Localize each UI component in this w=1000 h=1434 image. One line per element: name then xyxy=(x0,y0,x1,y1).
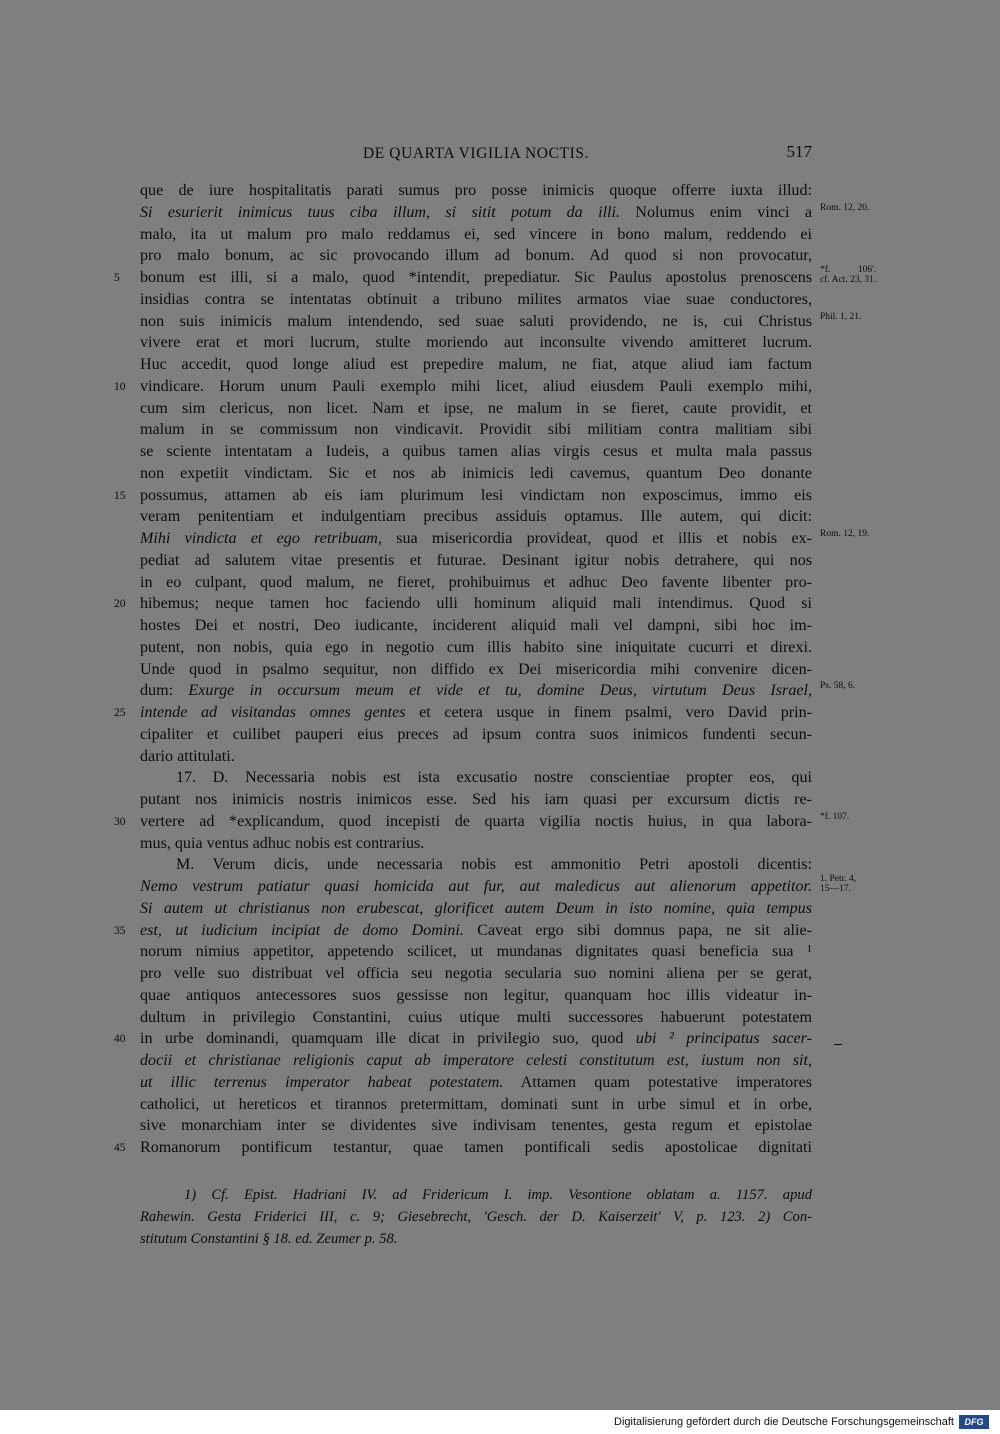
text-segment: putant nos inimicis nostris inimicos esse. Sed his iam quasi per excursum dictis re- xyxy=(140,791,812,808)
text-line xyxy=(140,311,862,333)
text-line xyxy=(140,398,812,420)
text-segment: in eo culpant, quod malum, ne fieret, prohibuimus et adhuc Deo favente libenter pro- xyxy=(140,573,812,591)
line-number: 45 xyxy=(114,1142,126,1154)
italic-text-segment: docii et christianae religionis caput ab imperatore celesti constitutum est, iustum non sit, xyxy=(140,1052,812,1069)
funding-credit-text: Digitalisierung gefördert durch die Deutsche Forschungsgemeinschaft xyxy=(614,1416,954,1428)
text-line xyxy=(140,550,812,572)
text-line xyxy=(140,874,857,898)
text-line xyxy=(140,1050,812,1072)
text-line xyxy=(140,180,812,202)
text-segment: mus, quia ventus adhuc nobis est contrarius. xyxy=(140,834,425,852)
italic-text-segment: Si esurierit inimicus tuus ciba illum, si sitit potum da illi. xyxy=(140,203,621,221)
text-segment: dario attitulati. xyxy=(140,747,235,765)
text-line xyxy=(140,528,870,550)
text-line xyxy=(140,289,812,311)
text-line xyxy=(114,1137,812,1159)
text-line xyxy=(114,920,812,942)
margin-reference-text: 15—17. xyxy=(820,884,851,894)
text-line xyxy=(140,224,812,246)
margin-reference-text: cf. Act. 23, 31. xyxy=(820,275,877,285)
page-number: 517 xyxy=(786,142,812,161)
italic-text-segment: Si autem ut christianus non erubescat, glorificet autem Deum in isto nomine, quia tempus xyxy=(140,899,812,917)
text-segment: cum sim clericus, non licet. Nam et ipse, ne malum in se fieret, caute providit, et xyxy=(140,399,812,417)
margin-reference-text: *f. 106'. xyxy=(820,265,877,275)
dfg-logo: DFG xyxy=(959,1415,989,1429)
line-number: 5 xyxy=(114,272,120,284)
text-line xyxy=(140,1115,812,1137)
text-segment: dum: xyxy=(140,682,189,700)
text-segment: Romanorum pontificum testantur, quae tamen pontificali sedis apostolicae dignitati xyxy=(140,1139,812,1156)
italic-text-segment: intende ad visitandas omnes gentes xyxy=(140,704,406,721)
margin-reference-text: *f. 107. xyxy=(820,811,850,822)
text-segment: insidias contra se intentatas obtinuit a tribuno milites armatos viae suae conductores, xyxy=(140,290,812,308)
text-segment: bonum est illi, si a malo, quod *intendit, prepediatur. Sic Paulus apostolus prenoscens xyxy=(140,269,812,286)
text-line xyxy=(140,898,812,920)
text-segment: non suis inimicis malum intendendo, sed suae saluti providendo, ne is, cui Christus xyxy=(140,312,812,330)
text-line xyxy=(140,854,812,876)
margin-reference xyxy=(820,203,869,213)
text-line xyxy=(140,1094,812,1116)
text-segment: quae antiquos antecessores suos gessisse non legitur, quanquam hoc illis videatur in- xyxy=(140,986,812,1004)
funding-credit-bar xyxy=(0,1410,1000,1434)
text-segment: sive monarchiam inter se dividentes sive indivisam tenentes, gesta regum et epistolae xyxy=(140,1117,812,1135)
text-line xyxy=(114,593,812,615)
italic-text-segment: ubi ² principatus sacer- xyxy=(635,1030,812,1048)
text-segment: Unde quod in psalmo sequitur, non diffido ex Dei misericordia mihi convenire dicen- xyxy=(140,660,812,678)
line-number: 25 xyxy=(114,707,126,719)
line-number: 40 xyxy=(114,1033,126,1046)
text-line xyxy=(140,1007,812,1029)
text-line xyxy=(140,941,812,963)
footnote-line: Rahewin. Gesta Friderici III, c. 9; Giesebrecht, 'Gesch. der D. Kaiserzeit' V, p. 123. 2) Con- xyxy=(140,1209,812,1225)
main-text-block xyxy=(114,180,877,1159)
margin-reference-text: Ps. 58, 6. xyxy=(820,681,856,692)
text-line xyxy=(140,789,812,811)
text-line xyxy=(140,572,812,594)
text-segment: et cetera usque in finem psalmi, vero David prin- xyxy=(405,704,812,721)
line-number: 30 xyxy=(114,815,126,828)
text-line xyxy=(114,376,812,398)
italic-text-segment: Mihi vindicta et ego retribuam, xyxy=(140,530,382,547)
text-segment: cipaliter et cuilibet pauperi eius preces ad ipsum contra suos inimicos fundenti secun- xyxy=(140,725,812,743)
text-line xyxy=(114,702,812,724)
text-line xyxy=(114,265,877,289)
text-line xyxy=(140,746,812,768)
text-line xyxy=(140,637,812,659)
line-number: 15 xyxy=(114,489,126,502)
text-segment: malum in se commissum non vindicavit. Providit sibi militiam contra malitiam sibi xyxy=(140,421,812,439)
text-segment: Caveat ergo sibi domnus papa, ne sit alie- xyxy=(463,921,812,939)
text-segment: que de iure hospitalitatis parati sumus pro posse inimicis quoque offerre iuxta illud: xyxy=(140,182,812,199)
text-segment: vivere erat et mori lucrum, stulte moriendo aut inconsulte vivendo amitteret lucrum. xyxy=(140,334,812,352)
text-segment: vertere ad *explicandum, quod incepisti de quarta vigilia noctis huius, in qua labora- xyxy=(140,812,812,830)
text-line xyxy=(140,1072,812,1094)
text-segment: pro velle suo distribuat vel officia seu negotia secularia suo nomini aliena per se gerat, xyxy=(140,965,812,982)
text-segment: se sciente intentatam a Iudeis, a quibus tamen alias virgis cesus et multa mala passus xyxy=(140,443,812,460)
line-number: 10 xyxy=(114,380,126,393)
margin-reference-text: 1. Petr. 4, xyxy=(820,874,857,884)
text-segment: M. Verum dicis, unde necessaria nobis est ammonitio Petri apostoli dicentis: xyxy=(176,856,812,874)
text-line xyxy=(140,441,812,463)
text-segment: Nolumus enim vinci a xyxy=(620,203,812,221)
text-line xyxy=(114,811,850,833)
text-line xyxy=(140,202,870,224)
margin-reference-text: Rom. 12, 19. xyxy=(820,529,870,539)
italic-text-segment: Nemo vestrum patiatur quasi homicida aut fur, aut maledicus aut alienorum appetitor. xyxy=(140,878,812,895)
text-line xyxy=(140,963,812,985)
text-line xyxy=(114,485,812,507)
text-segment: 17. D. Necessaria nobis est ista excusatio nostre conscientiae propter eos, qui xyxy=(176,769,812,787)
text-line xyxy=(140,332,812,354)
text-segment: putent, non nobis, quia ego in negotio cum illis habito sine iniquitate cucurri et direxi. xyxy=(140,638,812,656)
text-line xyxy=(140,419,812,441)
text-line xyxy=(140,680,856,702)
text-line xyxy=(140,833,812,855)
text-segment: vindicare. Horum unum Pauli exemplo mihi licet, aliud eiusdem Pauli exemplo mihi, xyxy=(140,377,812,395)
text-segment: catholici, ut hereticos et tirannos pretermittam, dominati sunt in urbe simul et in orbe, xyxy=(140,1095,812,1113)
line-number: 35 xyxy=(114,924,126,937)
text-segment: non expetiit vindictam. Sic et nos ab inimicis ledi cavemus, quantum Deo donante xyxy=(140,464,812,482)
text-segment: in urbe dominandi, quamquam ille dicat in privilegio suo, quod xyxy=(140,1030,636,1048)
text-segment: possumus, attamen ab eis iam plurimum lesi vindictam non exposcimus, immo eis xyxy=(140,486,812,504)
footnotes-block xyxy=(140,1184,812,1250)
margin-reference xyxy=(820,681,855,691)
text-segment: pro malo bonum, ac sic provocando illum ad bonum. Ad quod si non provocatur, xyxy=(140,247,812,265)
footnote-line: 1) Cf. Epist. Hadriani IV. ad Fridericum I. imp. Vesontione oblatam a. 1157. apud xyxy=(184,1187,812,1203)
text-line xyxy=(140,985,812,1007)
text-segment: dultum in privilegio Constantini, cuius utique multi successores habuerunt potestatem xyxy=(140,1008,812,1026)
text-segment: norum nimius appetitor, appetendo scilicet, ut mundanas dignitates quasi beneficia sua ¹ xyxy=(140,943,812,961)
footnote-line: stitutum Constantini § 18. ed. Zeumer p. 58. xyxy=(140,1231,398,1247)
text-line xyxy=(140,659,812,681)
margin-reference-text: Phil. 1, 21. xyxy=(820,311,862,322)
text-segment: pediat ad salutem vitae presentis et futurae. Desinant igitur nobis detrahere, qui nos xyxy=(140,551,812,569)
margin-reference xyxy=(820,812,849,822)
text-segment: Attamen quam potestative imperatores xyxy=(503,1073,812,1091)
text-line xyxy=(114,1028,812,1050)
text-line xyxy=(140,724,812,746)
text-segment: Huc accedit, quod longe aliud est prepedire malum, ne fiat, atque aliud iam factum xyxy=(140,356,812,373)
text-line xyxy=(140,615,812,637)
text-segment: malo, ita ut malum pro malo reddamus ei, sed vincere in bono malum, reddendo ei xyxy=(140,225,812,243)
margin-reference xyxy=(820,874,856,894)
text-line xyxy=(140,245,812,267)
italic-text-segment: ut illic terrenus imperator habeat potestatem. xyxy=(140,1073,504,1091)
text-segment: veram penitentiam et indulgentiam precibus assiduis optamus. Ille autem, qui dicit: xyxy=(140,508,812,526)
line-number: 20 xyxy=(114,598,126,611)
margin-reference-text: Rom. 12, 20. xyxy=(820,202,870,213)
text-line xyxy=(140,506,812,528)
text-line xyxy=(140,767,812,789)
text-line xyxy=(140,354,812,376)
margin-reference xyxy=(820,265,876,285)
text-segment: hostes Dei et nostri, Deo iudicante, inciderent aliquid mali vel dampni, sibi hoc im- xyxy=(140,617,812,634)
text-segment: sua misericordia provideat, quod et illis et nobis ex- xyxy=(381,530,813,547)
margin-dash-mark xyxy=(834,1044,842,1045)
italic-text-segment: Exurge in occursum meum et vide et tu, domine Deus, virtutum Deus Israel, xyxy=(188,682,813,700)
running-title: DE QUARTA VIGILIA NOCTIS. xyxy=(362,145,590,162)
text-segment: hibemus; neque tamen hoc faciendo ulli hominum aliquid mali intendimus. Quod si xyxy=(140,595,812,613)
margin-reference xyxy=(820,312,861,322)
text-line xyxy=(140,463,812,485)
margin-reference xyxy=(820,529,869,539)
italic-text-segment: est, ut iudicium incipiat de domo Domini. xyxy=(140,921,464,939)
page-header xyxy=(140,141,812,167)
